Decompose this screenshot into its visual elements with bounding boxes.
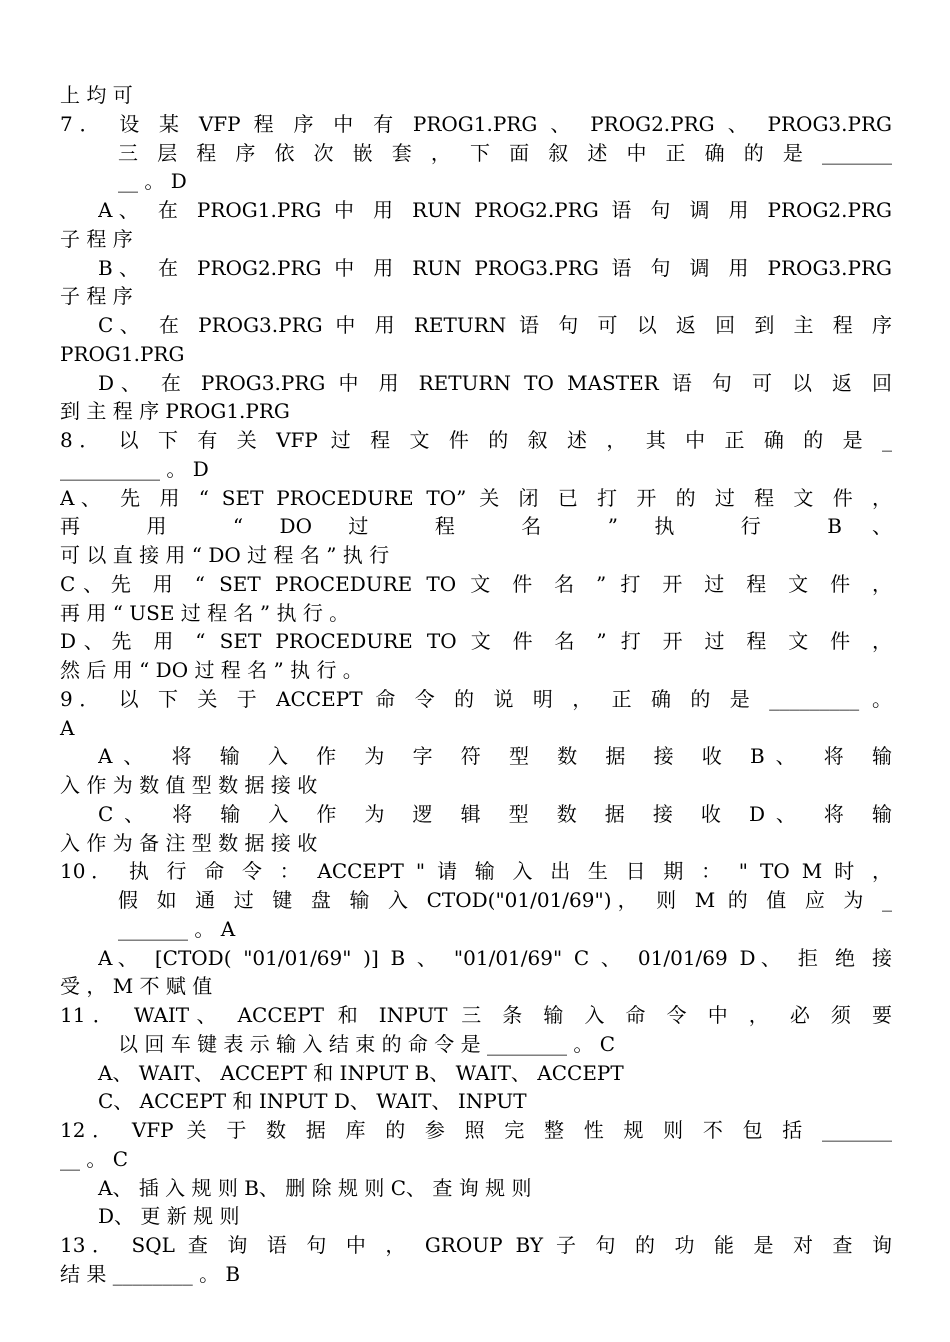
text-line: __ 。 D [118,169,187,194]
text-line: 7． 设 某 VFP 程 序 中 有 PROG1.PRG 、 PROG2.PRG 、 PROG3.PRG [60,111,892,136]
text-line: B、 在 PROG2.PRG 中 用 RUN PROG3.PRG 语 句 调 用 PROG3.PRG [98,255,892,280]
text-line: 入 作 为 数 值 型 数 据 接 收 [60,773,318,797]
text-line: 然 后 用 “ DO 过 程 名 ” 执 行 。 [60,658,363,682]
text-line: A、 将 输 入 作 为 字 符 型 数 据 接 收 B、 将 输 [98,744,892,769]
text-line: 9． 以 下 关 于 ACCEPT 命 令 的 说 明 ， 正 确 的 是 _________ 。 [60,686,892,711]
text-line: 到 主 程 序 PROG1.PRG [60,399,290,424]
text-line: _______ 。 A [118,916,236,941]
text-line: 入 作 为 备 注 型 数 据 接 收 [60,830,318,855]
text-line: 再 用 “ USE 过 程 名 ” 执 行 。 [60,600,350,625]
text-line: 8． 以 下 有 关 VFP 过 程 文 件 的 叙 述 ， 其 中 正 确 的 是 _ [60,428,892,452]
text-line: A、 在 PROG1.PRG 中 用 RUN PROG2.PRG 语 句 调 用 PROG2.PRG [98,198,892,222]
text-line: A [60,715,75,740]
text-line: D、先 用 “ SET PROCEDURE TO 文 件 名 ” 打 开 过 程 文 件 ， [60,629,892,654]
text-line: 再 用 “ DO 过 程 名 ” 执 行 B、 [60,514,892,539]
text-line: 假 如 通 过 键 盘 输 入 CTOD("01/01/69")， 则 M 的 值 应 为 _ [118,888,892,912]
text-line: 子 程 序 [60,226,133,251]
text-line: 子 程 序 [60,284,133,309]
text-line: A、 [CTOD( "01/01/69" )] B 、 "01/01/69" C 、 01/01/69 D、 拒 绝 接 [98,945,892,970]
text-line: 三 层 程 序 依 次 嵌 套 ， 下 面 叙 述 中 正 确 的 是 _______ [118,140,892,165]
text-line: D、 在 PROG3.PRG 中 用 RETURN TO MASTER 语 句 可 以 返 回 [98,370,892,395]
text-line: __________ 。 D [60,456,209,481]
text-line: 上 均 可 [60,83,133,107]
text-line: PROG1.PRG [60,341,185,366]
text-line: A、 WAIT、 ACCEPT 和 INPUT B、 WAIT、 ACCEPT [98,1060,624,1085]
text-line: 10． 执 行 命 令 ： ACCEPT " 请 输 入 出 生 日 期 ： " TO M 时 ， [60,859,892,884]
text-line: 以 回 车 键 表 示 输 入 结 束 的 命 令 是 ________ 。 C [118,1031,616,1056]
text-line: 13． SQL 查 询 语 句 中 ， GROUP BY 子 句 的 功 能 是 对 查 询 [60,1233,892,1257]
text-line: __ 。 C [60,1146,129,1171]
text-line: C、 将 输 入 作 为 逻 辑 型 数 据 接 收 D、 将 输 [98,801,892,826]
text-line: C、先 用 “ SET PROCEDURE TO 文 件 名 ” 打 开 过 程 文 件 ， [60,571,892,596]
text-line: C、 ACCEPT 和 INPUT D、 WAIT、 INPUT [98,1089,527,1114]
text-line: 可 以 直 接 用 “ DO 过 程 名 ” 执 行 [60,543,390,567]
text-line: 11． WAIT、 ACCEPT 和 INPUT 三 条 输 入 命 令 中 ， 必 须 要 [60,1003,892,1027]
text-line: D、 更 新 规 则 [98,1204,240,1229]
text-line: C、 在 PROG3.PRG 中 用 RETURN 语 句 可 以 返 回 到 主 程 序 [98,313,892,337]
text-line: A、 插 入 规 则 B、 删 除 规 则 C、 查 询 规 则 [98,1175,532,1200]
text-line: A、 先 用 “ SET PROCEDURE TO” 关 闭 已 打 开 的 过 程 文 件 ， [60,485,892,510]
text-line: 受 ， M 不 赋 值 [60,974,213,999]
text-line: 结 果 ________ 。 B [60,1261,241,1286]
text-line: 12． VFP 关 于 数 据 库 的 参 照 完 整 性 规 则 不 包 括 _______ [60,1118,892,1142]
